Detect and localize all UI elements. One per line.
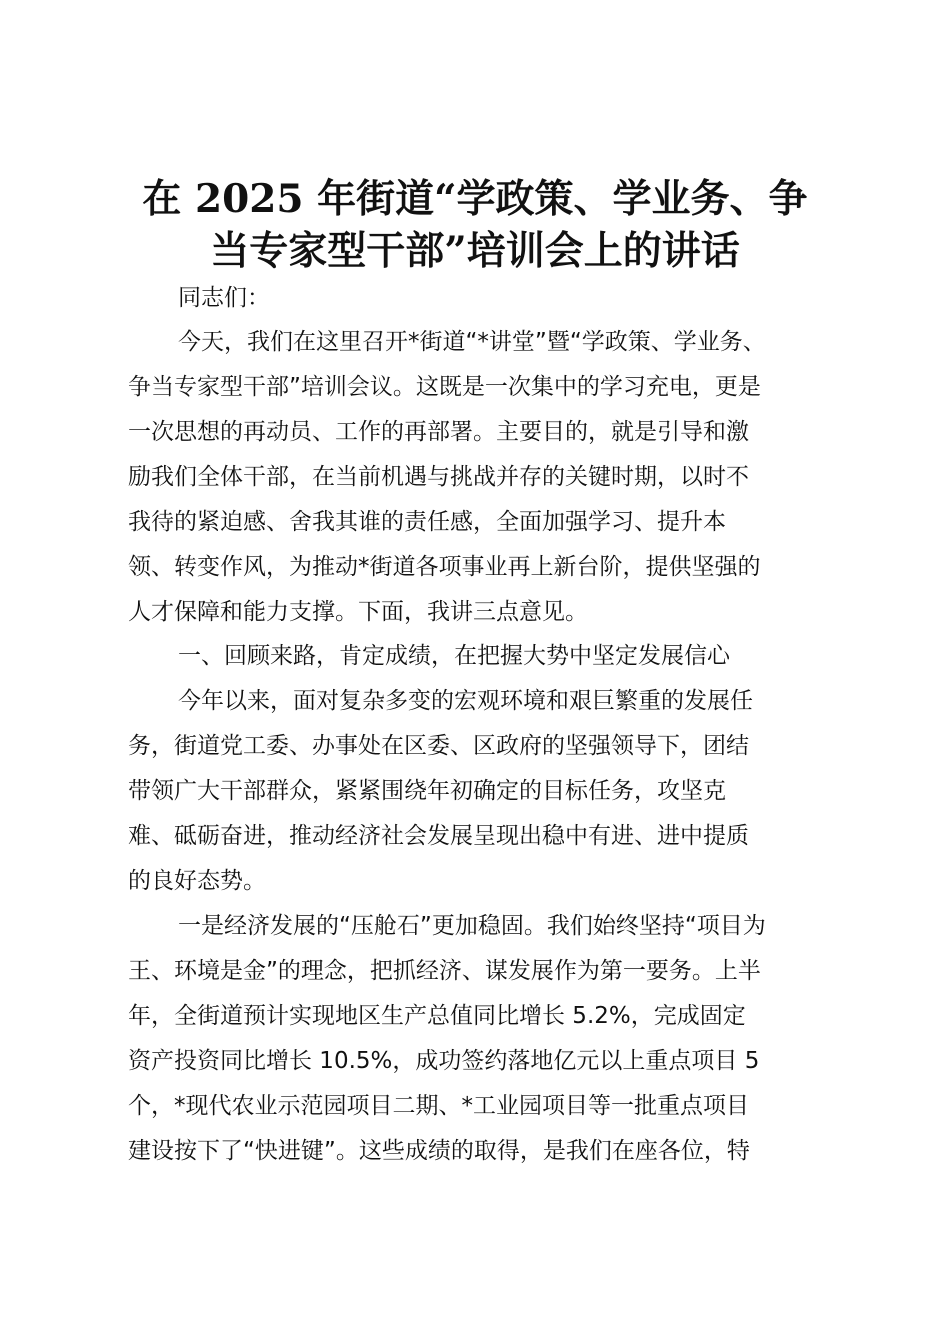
body-line: 资产投资同比增长 10.5%，成功签约落地亿元以上重点项目 5 xyxy=(128,1048,760,1074)
salutation: 同志们： xyxy=(178,285,270,311)
body-line: 带领广大干部群众，紧紧围绕年初确定的目标任务，攻坚克 xyxy=(128,778,726,804)
body-line: 今年以来，面对复杂多变的宏观环境和艰巨繁重的发展任 xyxy=(178,688,753,714)
body-line: 个，*现代农业示范园项目二期、*工业园项目等一批重点项目 xyxy=(128,1093,749,1119)
document-title-line-2: 当专家型干部”培训会上的讲话 xyxy=(210,228,740,274)
body-line: 难、砥砺奋进，推动经济社会发展呈现出稳中有进、进中提质 xyxy=(128,823,749,849)
body-line: 我待的紧迫感、舍我其谁的责任感，全面加强学习、提升本 xyxy=(128,509,726,535)
body-line: 励我们全体干部，在当前机遇与挑战并存的关键时期，以时不 xyxy=(128,464,749,490)
body-line: 领、转变作风，为推动*街道各项事业再上新台阶，提供坚强的 xyxy=(128,554,761,580)
body-line: 建设按下了“快进键”。这些成绩的取得，是我们在座各位，特 xyxy=(128,1138,750,1164)
section-heading: 一、回顾来路，肯定成绩，在把握大势中坚定发展信心 xyxy=(178,643,730,669)
body-line: 争当专家型干部”培训会议。这既是一次集中的学习充电，更是 xyxy=(128,374,761,400)
body-line: 一次思想的再动员、工作的再部署。主要目的，就是引导和激 xyxy=(128,419,749,445)
body-line: 今天，我们在这里召开*街道“*讲堂”暨“学政策、学业务、 xyxy=(178,329,766,355)
body-line: 务，街道党工委、办事处在区委、区政府的坚强领导下，团结 xyxy=(128,733,749,759)
body-line: 王、环境是金”的理念，把抓经济、谋发展作为第一要务。上半 xyxy=(128,958,761,984)
body-line: 一是经济发展的“压舱石”更加稳固。我们始终坚持“项目为 xyxy=(178,913,766,939)
body-line: 的良好态势。 xyxy=(128,868,266,894)
body-line: 年，全街道预计实现地区生产总值同比增长 5.2%，完成固定 xyxy=(128,1003,746,1029)
document-title-line-1: 在 2025 年街道“学政策、学业务、争 xyxy=(142,176,808,222)
body-line: 人才保障和能力支撑。下面，我讲三点意见。 xyxy=(128,599,588,625)
